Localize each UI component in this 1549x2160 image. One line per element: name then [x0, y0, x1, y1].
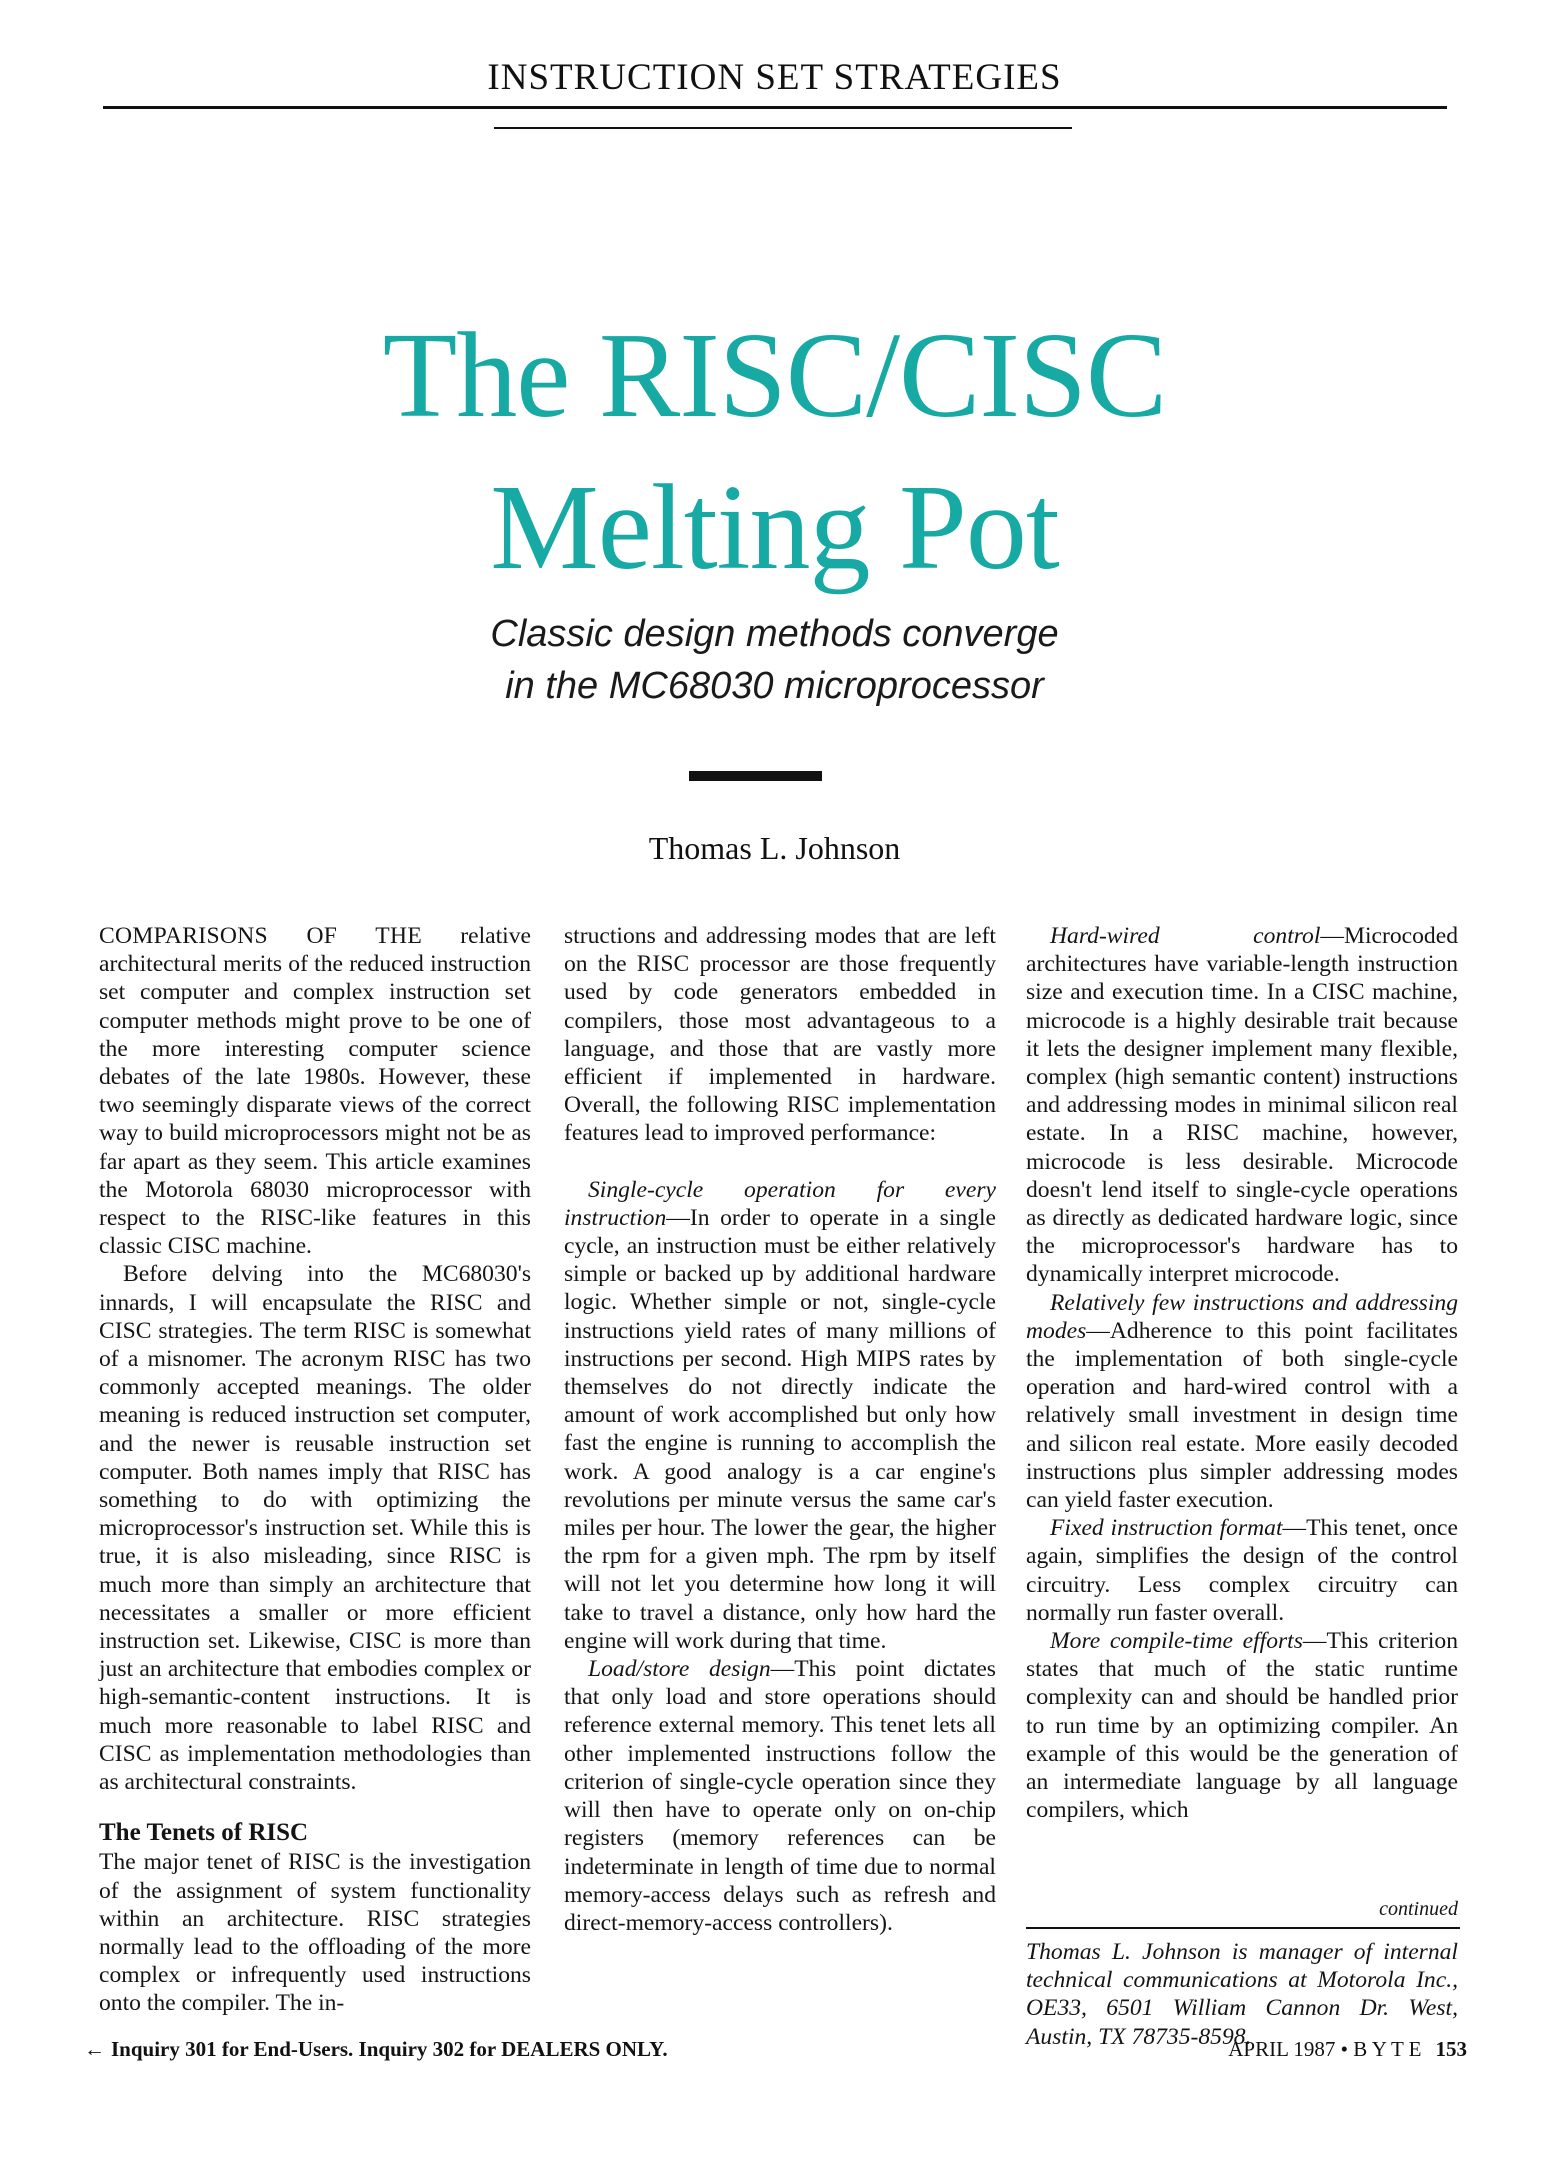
paragraph — [99, 922, 531, 1260]
title-divider-bar — [689, 771, 822, 781]
author-byline: Thomas L. Johnson — [648, 830, 901, 866]
header-subrule — [494, 127, 1072, 129]
page-number: 153 — [1435, 2037, 1467, 2061]
subtitle-line-1: Classic design methods converge — [490, 613, 1059, 655]
term: Single-cycle operation for every instruction — [564, 1176, 996, 1231]
term: Relatively few instructions and addressing modes — [1026, 1289, 1458, 1344]
paragraph-gap — [564, 1148, 996, 1176]
author-bio: Thomas L. Johnson is manager of internal technical communications at Motorola Inc., OE33, 6501 William Cannon Dr. West, Austin, TX 78735-8598. — [1026, 1939, 1458, 2050]
subtitle-line-2: in the MC68030 microprocessor — [505, 665, 1044, 707]
bio-rule — [1026, 1927, 1460, 1929]
paragraph-text: —Microcoded architectures have variable-length instruction size and execution time. In a CISC machine, microcode is a highly desirable trait because it lets the designer implement many flexible, complex (high semantic content) instructions and addressing modes in minimal silicon real estate. In a RISC machine, however, microcode is less desirable. Microcode doesn't lend itself to single-cycle operations as directly as dedicated hardware logic, since the microprocessor's hardware has to dynamically interpret microcode. — [1026, 923, 1458, 1288]
paragraph-text: relative architectural merits of the reduced instruction set computer and complex instruction set computer methods might prove to be one of the more interesting computer science debates of the late 1980s. However, these two seemingly disparate views of the correct way to build microprocessors might not be as far apart as they seem. This article examines the Motorola 68030 microprocessor with respect to the RISC-like features in this classic CISC machine. — [99, 923, 531, 1260]
term: Hard-wired control — [1050, 923, 1321, 949]
left-arrow-icon: ← — [84, 2037, 105, 2061]
text-column-3 — [1026, 922, 1458, 1825]
page-footer — [1100, 2037, 1467, 2062]
section-heading: The Tenets of RISC — [99, 1819, 309, 1847]
term: Fixed instruction format — [1050, 1515, 1283, 1542]
lead-in-caps: COMPARISONS OF THE — [99, 923, 423, 949]
paragraph-text: —This point dictates that only load and store operations should reference external memory. This tenet lets all other implemented instructions follow the criterion of single-cycle operation since they will then have to operate only on on-chip registers (memory references can be indeterminate in length of time due to normal memory-access delays such as refresh and direct-memory-access controllers). — [564, 1656, 996, 1936]
paragraph: Before delving into the MC68030's innards, I will encapsulate the RISC and CISC strategies. The term RISC is somewhat of a misnomer. The acronym RISC has two commonly accepted meanings. The older meaning is reduced instruction set computer, and the newer is reusable instruction set computer. Both names imply that RISC has something to do with optimizing the microprocessor's instruction set. While this is true, it is also misleading, since RISC is much more than simply an architecture that necessitates a smaller or more efficient instruction set. Likewise, CISC is more than just an architecture that embodies complex or high-semantic-content instructions. It is much more reasonable to label RISC and CISC as implementation methodologies than as architectural constraints. — [99, 1261, 531, 1796]
paragraph — [564, 1176, 996, 1655]
continued-note: continued — [1379, 1898, 1458, 1920]
header-rule — [103, 106, 1447, 109]
issue-info: APRIL 1987 • B Y T E — [1228, 2037, 1422, 2061]
paragraph-text: —In order to operate in a single cycle, an instruction must be either relatively simple or backed up by additional hardware logic. Whether simple or not, single-cycle instructions yield rates of many millions of instructions per second. High MIPS rates by themselves do not directly indicate the amount of work accomplished but only how fast the engine is running to accomplish the work. A good analogy is a car engine's revolutions per minute versus the same car's miles per hour. The lower the gear, the higher the rpm for a given mph. The rpm by itself will not let you determine how long it will take to travel a distance, only how hard the engine will work during that time. — [564, 1204, 996, 1654]
paragraph: The major tenet of RISC is the investigation of the assignment of system functionality within an architecture. RISC strategies normally lead to the offloading of the more complex or infrequently used instructions onto the compiler. The in- — [99, 1849, 531, 2017]
paragraph — [564, 1655, 996, 1937]
title-line-1: The RISC/CISC — [382, 308, 1167, 443]
paragraph — [1026, 1289, 1458, 1515]
term: More compile-time efforts — [1050, 1628, 1303, 1655]
paragraph — [1026, 1627, 1458, 1824]
article-title — [0, 300, 1549, 604]
term: Load/store design — [588, 1656, 771, 1683]
inquiry-text: Inquiry 301 for End-Users. Inquiry 302 for DEALERS ONLY. — [111, 2037, 668, 2061]
paragraph — [1026, 1514, 1458, 1627]
paragraph — [1026, 922, 1458, 1289]
article-subtitle — [0, 608, 1549, 712]
text-column-2 — [564, 922, 996, 1937]
inquiry-note — [84, 2037, 668, 2062]
paragraph-text: —This criterion states that much of the static runtime complexity can and should be handled prior to run time by an optimizing compiler. An example of this would be the generation of an intermediate language by all language compilers, which — [1026, 1628, 1458, 1824]
title-line-2: Melting Pot — [490, 460, 1059, 595]
paragraph-text: —Adherence to this point facilitates the implementation of both single-cycle operation and hard-wired control with a relatively small investment in design time and silicon real estate. More easily decoded instructions plus simpler addressing modes can yield faster execution. — [1026, 1317, 1458, 1514]
text-column-1 — [99, 922, 531, 2018]
section-header: INSTRUCTION SET STRATEGIES — [487, 57, 1062, 98]
paragraph-text: —This tenet, once again, simplifies the design of the control circuitry. Less complex circuitry can normally run faster overall. — [1026, 1515, 1458, 1626]
paragraph: structions and addressing modes that are left on the RISC processor are those frequently used by code generators embedded in compilers, those most advantageous to a language, and those that are vastly more efficient if implemented in hardware. Overall, the following RISC implementation features lead to improved performance: — [564, 923, 996, 1147]
